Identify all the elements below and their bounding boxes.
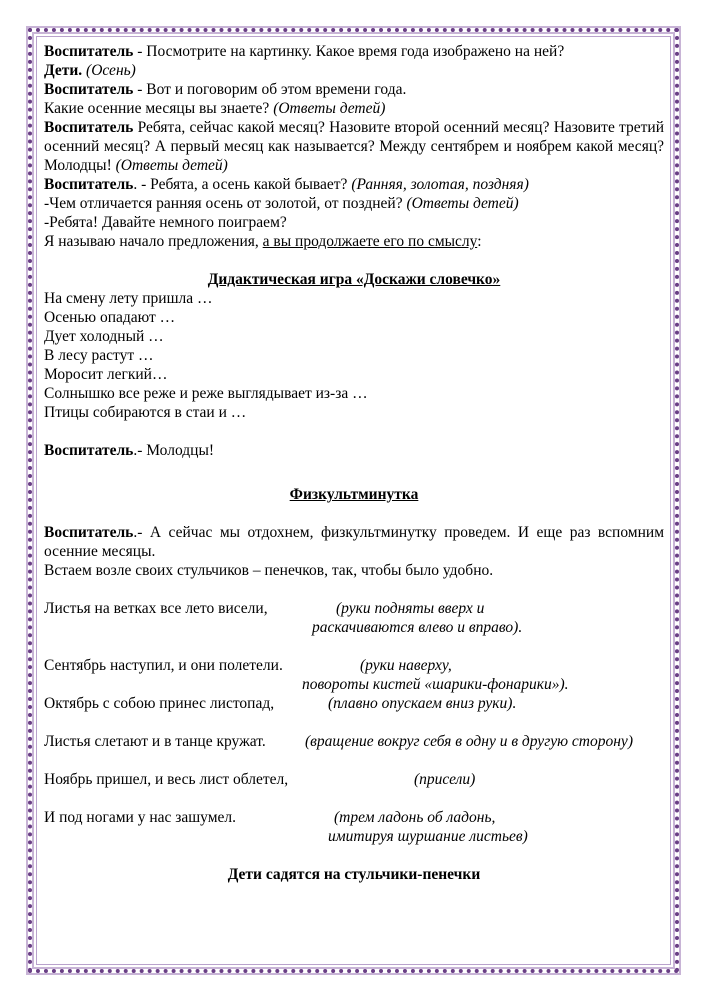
game-line: Солнышко все реже и реже выглядывает из-за … [44, 385, 368, 402]
verse-row [44, 656, 664, 675]
speech-text: - Вот и поговорим об этом времени года. [133, 81, 407, 98]
game-line: В лесу растут … [44, 347, 154, 364]
game-line: На смену лету пришла … [44, 290, 213, 307]
game-line: Осенью опадают … [44, 309, 176, 326]
answer: (Ранняя, золотая, поздняя) [351, 176, 529, 193]
speaker: Воспитатель [44, 43, 134, 60]
speech-text: -Чем отличается ранняя осень от золотой, от поздней? [44, 195, 407, 212]
verse-line: Сентябрь наступил, и они полетели. [44, 657, 283, 674]
game-line: Птицы собираются в стаи и … [44, 404, 247, 421]
section-title-game: Дидактическая игра «Доскажи словечко» [207, 271, 501, 288]
paragraph [44, 80, 664, 99]
paragraph [44, 99, 664, 118]
speaker: Воспитатель [44, 81, 134, 98]
answer: (Ответы детей) [115, 157, 228, 174]
underlined-text: а вы продолжаете его по смыслу [262, 233, 478, 250]
speech-text: .- Молодцы! [133, 442, 215, 459]
verse-row [44, 808, 664, 827]
paragraph [44, 175, 664, 194]
answer: (Осень) [86, 62, 136, 79]
verse-row [44, 618, 664, 637]
speech-text: - Посмотрите на картинку. Какое время года изображено на ней? [133, 43, 565, 60]
speech-text: . - Ребята, а осень какой бывает? [133, 176, 352, 193]
verse-row [44, 827, 664, 846]
verse-line: Листья слетают и в танце кружат. [44, 733, 266, 750]
punctuation: : [477, 233, 482, 250]
verse-row [44, 732, 664, 751]
paragraph [44, 213, 664, 232]
verse-line: Ноябрь пришел, и весь лист облетел, [44, 771, 289, 788]
closing-line [44, 865, 664, 884]
paragraph [44, 118, 664, 175]
movement-note: (руки подняты вверх и [336, 600, 485, 617]
verse-row [44, 599, 664, 618]
speech-text: .- А сейчас мы отдохнем, физкультминутку проведем. И еще раз вспомним осенние месяцы. [44, 524, 664, 560]
verse-line: Листья на ветках все лето висели, [44, 600, 268, 617]
answer: (Ответы детей) [406, 195, 519, 212]
paragraph [44, 194, 664, 213]
verse-row [44, 675, 664, 694]
paragraph [44, 61, 664, 80]
game-line: Моросит легкий… [44, 366, 168, 383]
game-line: Дует холодный … [44, 328, 164, 345]
paragraph [44, 523, 664, 561]
paragraph [44, 441, 664, 460]
speaker: Воспитатель [44, 119, 134, 136]
speech-text: -Ребята! Давайте немного поиграем? [44, 214, 287, 231]
section-title-fizkult: Физкультминутка [289, 486, 419, 503]
paragraph [44, 232, 664, 251]
verse-row [44, 770, 664, 789]
document-body [44, 42, 664, 884]
speech-text: Какие осенние месяцы вы знаете? [44, 100, 274, 117]
closing-text: Дети садятся на стульчики-пенечки [227, 866, 481, 883]
speech-text: Ребята, сейчас какой месяц? Назовите второй осенний месяц? Назовите третий осенний месяц? А первый месяц как называется? Между сентябрем и ноябрем какой месяц? Молодцы! [44, 119, 664, 174]
movement-note: (плавно опускаем вниз руки). [328, 695, 517, 712]
speech-text: Я называю начало предложения, [44, 233, 263, 250]
speaker: Воспитатель [44, 176, 134, 193]
verse-line: И под ногами у нас зашумел. [44, 809, 237, 826]
speaker: Воспитатель [44, 442, 134, 459]
paragraph: Встаем возле своих стульчиков – пенечков, так, чтобы было удобно. [44, 562, 494, 579]
verse-row [44, 694, 664, 713]
movement-note: (вращение вокруг себя в одну и в другую сторону) [305, 733, 633, 750]
paragraph [44, 42, 664, 61]
movement-note: (руки наверху, [360, 657, 452, 674]
movement-note: (трем ладонь об ладонь, [334, 809, 496, 826]
speaker: Воспитатель [44, 524, 134, 541]
answer: (Ответы детей) [273, 100, 386, 117]
movement-note: (присели) [414, 771, 476, 788]
movement-note: раскачиваются влево и вправо). [312, 619, 523, 636]
movement-note: имитируя шуршание листьев) [328, 828, 528, 845]
speaker: Дети. [44, 62, 83, 79]
movement-note: повороты кистей «шарики-фонарики»). [302, 676, 569, 693]
verse-line: Октябрь с собою принес листопад, [44, 695, 275, 712]
